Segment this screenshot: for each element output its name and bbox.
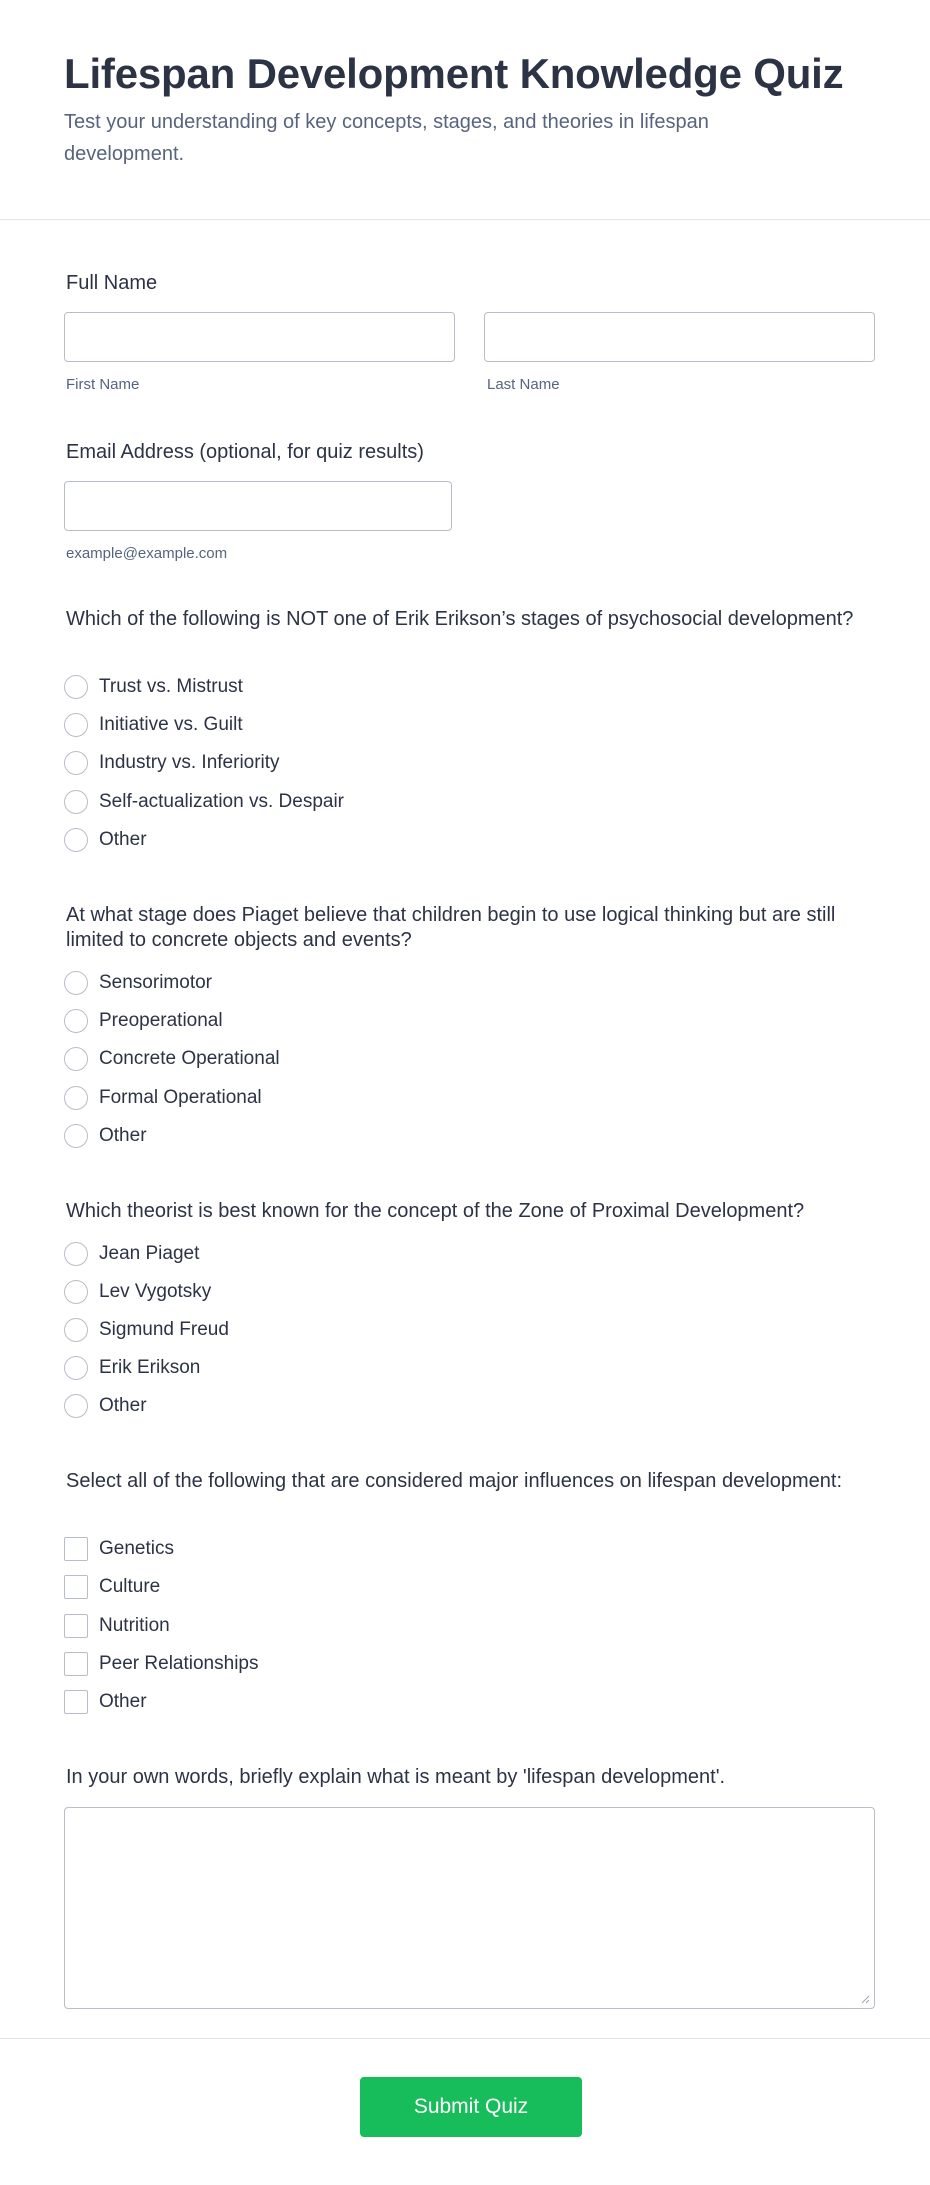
- radio-button[interactable]: [64, 1280, 88, 1304]
- option-label: Other: [99, 1125, 147, 1146]
- option-label: Peer Relationships: [99, 1653, 259, 1674]
- question-3-label: Which theorist is best known for the concept of the Zone of Proximal Development?: [66, 1200, 805, 1222]
- option-label: Self-actualization vs. Despair: [99, 791, 344, 812]
- q1-option[interactable]: [64, 789, 344, 815]
- question-5-label: In your own words, briefly explain what is meant by 'lifespan development'.: [66, 1766, 726, 1788]
- radio-button[interactable]: [64, 1318, 88, 1342]
- checkbox[interactable]: [64, 1690, 88, 1714]
- first-name-input[interactable]: [64, 312, 455, 362]
- email-sublabel: example@example.com: [66, 545, 228, 562]
- option-label: Sigmund Freud: [99, 1319, 229, 1340]
- radio-button[interactable]: [64, 1242, 88, 1266]
- option-label: Nutrition: [99, 1615, 170, 1636]
- q3-option[interactable]: [64, 1393, 147, 1419]
- email-label: Email Address (optional, for quiz results): [66, 441, 424, 463]
- q4-option[interactable]: [64, 1689, 147, 1715]
- checkbox[interactable]: [64, 1652, 88, 1676]
- option-label: Other: [99, 829, 147, 850]
- last-name-sublabel: Last Name: [487, 376, 560, 393]
- q2-option[interactable]: [64, 970, 212, 996]
- page-title: Lifespan Development Knowledge Quiz: [64, 50, 844, 97]
- submit-button[interactable]: Submit Quiz: [360, 2077, 582, 2137]
- option-label: Erik Erikson: [99, 1357, 201, 1378]
- q2-option[interactable]: [64, 1046, 280, 1072]
- option-label: Genetics: [99, 1538, 174, 1559]
- explanation-textarea[interactable]: [64, 1807, 875, 2009]
- q1-option[interactable]: [64, 712, 243, 738]
- resize-handle-icon[interactable]: [861, 1995, 870, 2004]
- option-label: Sensorimotor: [99, 972, 212, 993]
- option-label: Other: [99, 1395, 147, 1416]
- radio-button[interactable]: [64, 790, 88, 814]
- option-label: Other: [99, 1691, 147, 1712]
- option-label: Preoperational: [99, 1010, 223, 1031]
- option-label: Trust vs. Mistrust: [99, 676, 243, 697]
- q4-option[interactable]: [64, 1651, 258, 1677]
- q2-option[interactable]: [64, 1123, 147, 1149]
- q1-option[interactable]: [64, 674, 243, 700]
- radio-button[interactable]: [64, 713, 88, 737]
- question-1-label: Which of the following is NOT one of Erik Erikson’s stages of psychosocial development?: [66, 608, 854, 630]
- option-label: Culture: [99, 1576, 161, 1597]
- option-label: Concrete Operational: [99, 1048, 280, 1069]
- q1-option[interactable]: [64, 750, 280, 776]
- option-label: Formal Operational: [99, 1087, 262, 1108]
- q1-option[interactable]: [64, 827, 147, 853]
- last-name-input[interactable]: [484, 312, 875, 362]
- radio-button[interactable]: [64, 1394, 88, 1418]
- question-4-label: Select all of the following that are considered major influences on lifespan development:: [66, 1470, 843, 1492]
- option-label: Industry vs. Inferiority: [99, 752, 280, 773]
- q3-option[interactable]: [64, 1279, 211, 1305]
- q3-option[interactable]: [64, 1355, 200, 1381]
- radio-button[interactable]: [64, 1047, 88, 1071]
- radio-button[interactable]: [64, 1356, 88, 1380]
- option-label: Jean Piaget: [99, 1243, 200, 1264]
- form-header: [0, 0, 930, 220]
- checkbox[interactable]: [64, 1575, 88, 1599]
- option-label: Initiative vs. Guilt: [99, 714, 243, 735]
- q2-option[interactable]: [64, 1008, 223, 1034]
- email-input[interactable]: [64, 481, 452, 531]
- q4-option[interactable]: [64, 1613, 170, 1639]
- radio-button[interactable]: [64, 828, 88, 852]
- page-subtitle: Test your understanding of key concepts, stages, and theories in lifespan development.: [64, 111, 709, 165]
- question-2-label: At what stage does Piaget believe that children begin to use logical thinking but are still limited to concrete objects and events?: [66, 904, 836, 951]
- checkbox[interactable]: [64, 1537, 88, 1561]
- radio-button[interactable]: [64, 1009, 88, 1033]
- q2-option[interactable]: [64, 1085, 262, 1111]
- radio-button[interactable]: [64, 971, 88, 995]
- q4-option[interactable]: [64, 1574, 160, 1600]
- checkbox[interactable]: [64, 1614, 88, 1638]
- radio-button[interactable]: [64, 1086, 88, 1110]
- option-label: Lev Vygotsky: [99, 1281, 212, 1302]
- q3-option[interactable]: [64, 1317, 229, 1343]
- q4-option[interactable]: [64, 1536, 174, 1562]
- radio-button[interactable]: [64, 751, 88, 775]
- full-name-label: Full Name: [66, 272, 158, 294]
- q3-option[interactable]: [64, 1241, 199, 1267]
- first-name-sublabel: First Name: [66, 376, 140, 393]
- radio-button[interactable]: [64, 1124, 88, 1148]
- radio-button[interactable]: [64, 675, 88, 699]
- footer-divider: [0, 2038, 930, 2039]
